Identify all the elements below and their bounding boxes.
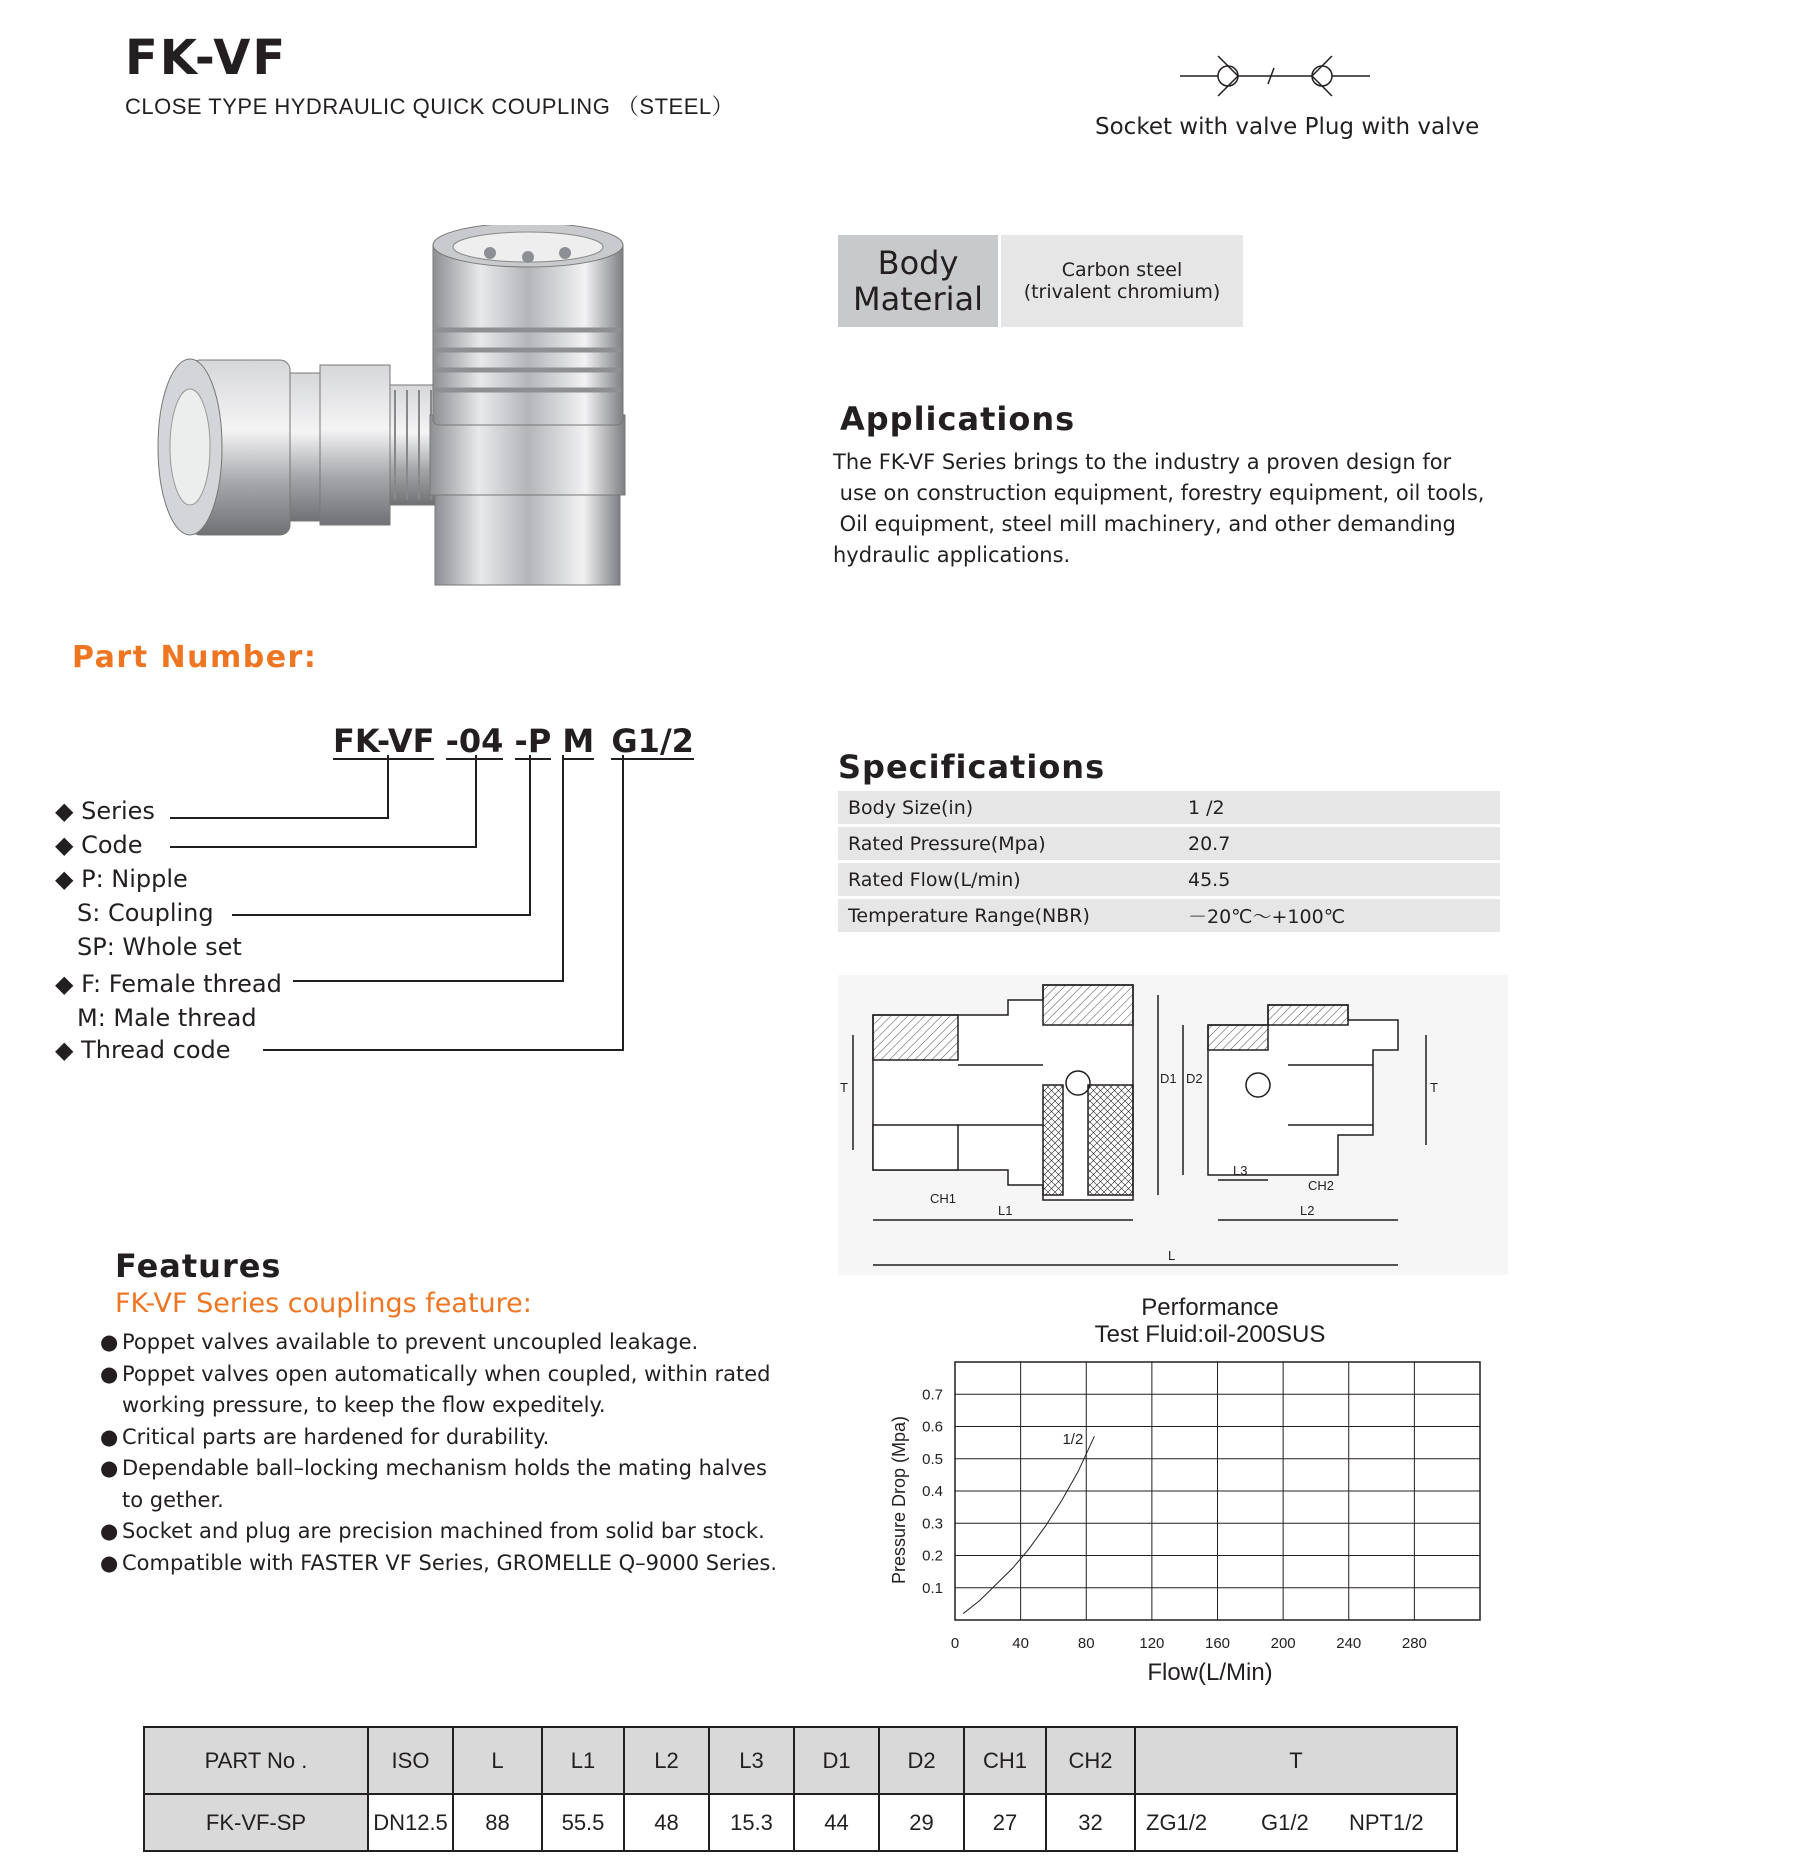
page-subtitle: CLOSE TYPE HYDRAULIC QUICK COUPLING （STEEL） xyxy=(125,94,735,119)
feature-item: ● Critical parts are hardened for durability. xyxy=(100,1422,780,1454)
code-thread-gender: M xyxy=(562,722,595,760)
code-size: -04 xyxy=(445,722,504,760)
valve-symbol-icon xyxy=(1180,50,1370,100)
col-header-ch1: CH1 xyxy=(964,1727,1046,1794)
part-number-heading: Part Number: xyxy=(72,640,318,675)
spec-value: 20.7 xyxy=(1188,826,1500,862)
cell-ch1: 27 xyxy=(964,1794,1046,1851)
chart-subtitle: Test Fluid:oil-200SUS xyxy=(1094,1321,1326,1348)
pn-item-series: ◆ Series xyxy=(55,797,155,825)
chart-y-tick: 0.5 xyxy=(922,1450,943,1468)
cell-d1: 44 xyxy=(794,1794,879,1851)
chart-x-tick: 80 xyxy=(1077,1635,1095,1652)
features-list xyxy=(100,1327,780,1579)
chart-y-tick: 0.4 xyxy=(922,1483,943,1500)
spec-label: Rated Flow(L/min) xyxy=(838,862,1188,898)
col-header-l1: L1 xyxy=(542,1727,624,1794)
plug-image xyxy=(158,359,470,535)
spec-row xyxy=(838,791,1500,826)
cell-iso: DN12.5 xyxy=(368,1794,453,1851)
cell-l: 88 xyxy=(453,1794,542,1851)
specifications-heading: Specifications xyxy=(838,748,1106,786)
cell-l2: 48 xyxy=(624,1794,709,1851)
body-material-value-line2: (trivalent chromium) xyxy=(1023,281,1221,303)
table-row xyxy=(144,1794,1457,1851)
feature-item: ● Compatible with FASTER VF Series, GROMELLE Q–9000 Series. xyxy=(100,1548,780,1580)
dimension-table-header-row xyxy=(144,1727,1457,1794)
col-header-part-no: PART No . xyxy=(144,1727,368,1794)
applications-text xyxy=(833,447,1493,571)
dimension-table xyxy=(143,1726,1458,1852)
symbol-caption: Socket with valve Plug with valve xyxy=(1095,114,1480,140)
applications-line: hydraulic applications. xyxy=(833,543,1071,567)
spec-value: 1 /2 xyxy=(1188,791,1500,826)
specifications-table xyxy=(838,791,1500,935)
code-type: -P xyxy=(514,722,552,760)
chart-y-tick: 0.7 xyxy=(922,1386,943,1404)
col-header-d1: D1 xyxy=(794,1727,879,1794)
chart-y-tick: 0.1 xyxy=(922,1579,943,1597)
spec-label: Body Size(in) xyxy=(838,791,1188,826)
col-header-l: L xyxy=(453,1727,542,1794)
chart-y-tick: 0.2 xyxy=(922,1547,943,1565)
body-material-label-line1: Body xyxy=(877,244,959,282)
col-header-d2: D2 xyxy=(879,1727,964,1794)
cell-t-zg: ZG1/2 xyxy=(1146,1809,1208,1835)
spec-value: －20℃～+100℃ xyxy=(1188,898,1500,934)
features-subheading: FK-VF Series couplings feature: xyxy=(115,1288,532,1319)
chart-x-tick: 200 xyxy=(1270,1635,1296,1652)
applications-heading: Applications xyxy=(840,400,1076,438)
spec-label: Rated Pressure(Mpa) xyxy=(838,826,1188,862)
cell-t-g: G1/2 xyxy=(1261,1809,1309,1835)
dim-label-ch2: CH2 xyxy=(1308,1178,1335,1193)
performance-chart xyxy=(870,1290,1510,1690)
chart-x-tick: 0 xyxy=(950,1635,960,1652)
spec-row xyxy=(838,898,1500,934)
chart-y-tick: 0.3 xyxy=(922,1515,943,1533)
feature-item: ● Dependable ball–locking mechanism holds the mating halves to gether. xyxy=(100,1453,780,1516)
chart-x-tick: 40 xyxy=(1012,1635,1029,1652)
product-photo xyxy=(145,225,685,595)
spec-row xyxy=(838,862,1500,898)
features-heading: Features xyxy=(115,1247,282,1285)
chart-ylabel: Pressure Drop (Mpa) xyxy=(889,1415,909,1585)
cell-part-no: FK-VF-SP xyxy=(144,1794,368,1851)
dim-label-t-right: T xyxy=(1430,1080,1438,1095)
dim-label-l2: L2 xyxy=(1300,1203,1315,1218)
cell-t xyxy=(1135,1794,1457,1851)
coupling-image xyxy=(430,225,625,585)
pn-item-nipple: ◆ P: Nipple xyxy=(55,865,188,893)
pn-item-coupling: S: Coupling xyxy=(77,899,214,927)
col-header-iso: ISO xyxy=(368,1727,453,1794)
chart-y-tick: 0.6 xyxy=(922,1418,943,1436)
applications-line: The FK-VF Series brings to the industry a proven design for xyxy=(833,450,1452,474)
body-material-value-line1: Carbon steel xyxy=(1061,259,1183,281)
feature-item: ● Poppet valves available to prevent uncoupled leakage. xyxy=(100,1327,780,1359)
pn-item-whole-set: SP: Whole set xyxy=(77,933,242,961)
applications-line: use on construction equipment, forestry equipment, oil tools, xyxy=(833,481,1485,505)
body-material-value xyxy=(1001,235,1243,327)
col-header-ch2: CH2 xyxy=(1046,1727,1135,1794)
col-header-l3: L3 xyxy=(709,1727,794,1794)
feature-item: ● Socket and plug are precision machined from solid bar stock. xyxy=(100,1516,780,1548)
dim-label-l1: L1 xyxy=(998,1203,1013,1218)
dim-label-d2: D2 xyxy=(1186,1071,1203,1086)
dim-label-l: L xyxy=(1168,1248,1176,1263)
page-title: FK-VF xyxy=(125,30,288,86)
pn-item-code: ◆ Code xyxy=(55,831,143,859)
applications-line: Oil equipment, steel mill machinery, and other demanding xyxy=(833,512,1456,536)
pn-item-female-thread: ◆ F: Female thread xyxy=(55,970,282,998)
spec-value: 45.5 xyxy=(1188,862,1500,898)
pn-item-male-thread: M: Male thread xyxy=(77,1004,257,1032)
dim-label-ch1: CH1 xyxy=(930,1191,957,1206)
code-thread: G1/2 xyxy=(611,722,694,760)
pn-item-thread-code: ◆ Thread code xyxy=(55,1036,231,1064)
cell-l1: 55.5 xyxy=(542,1794,624,1851)
cell-ch2: 32 xyxy=(1046,1794,1135,1851)
cell-t-npt: NPT1/2 xyxy=(1349,1809,1424,1835)
series-label: 1/2 xyxy=(1062,1431,1084,1449)
dim-label-d1: D1 xyxy=(1160,1071,1177,1086)
dim-label-t-left: T xyxy=(840,1080,848,1095)
cell-l3: 15.3 xyxy=(709,1794,794,1851)
body-material-label-line2: Material xyxy=(853,280,983,318)
chart-title: Performance xyxy=(1141,1294,1279,1321)
chart-x-tick: 160 xyxy=(1204,1635,1231,1652)
cell-d2: 29 xyxy=(879,1794,964,1851)
series-line xyxy=(963,1436,1094,1613)
chart-x-tick: 120 xyxy=(1139,1635,1165,1652)
body-material-label xyxy=(838,235,998,327)
code-series: FK-VF xyxy=(333,722,435,760)
col-header-t: T xyxy=(1135,1727,1457,1794)
spec-label: Temperature Range(NBR) xyxy=(838,898,1188,934)
chart-x-tick: 240 xyxy=(1336,1635,1362,1652)
spec-row xyxy=(838,826,1500,862)
feature-item: ● Poppet valves open automatically when coupled, within rated working pressure, to keep the flow expeditely. xyxy=(100,1359,780,1422)
dim-label-l3: L3 xyxy=(1233,1163,1248,1178)
technical-drawing xyxy=(838,975,1508,1275)
col-header-l2: L2 xyxy=(624,1727,709,1794)
chart-xlabel: Flow(L/Min) xyxy=(1147,1659,1273,1686)
chart-x-tick: 280 xyxy=(1401,1635,1427,1652)
chart-grid xyxy=(955,1362,1480,1620)
